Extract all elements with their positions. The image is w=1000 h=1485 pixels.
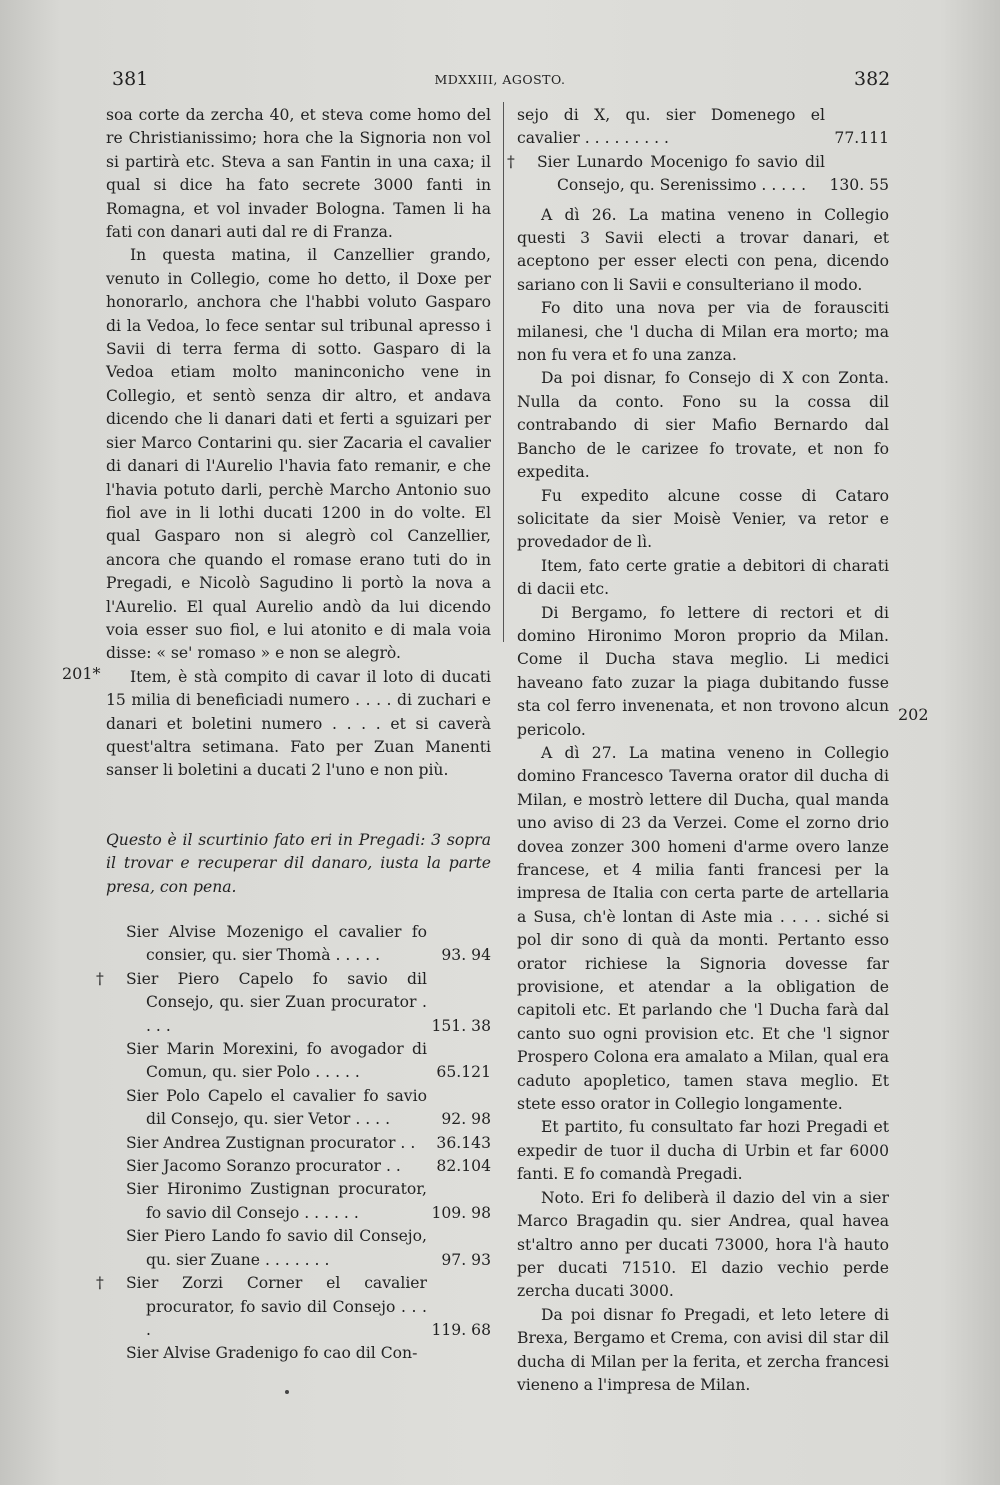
left-column xyxy=(96,104,491,1366)
ballot-list-continued xyxy=(507,104,889,198)
candidate-name: Sier Zorzi Corner el cavalier procurator, fo savio dil Consejo . . . . xyxy=(126,1274,427,1339)
paragraph: Da poi disnar fo Pregadi, et leto letere di Brexa, Bergamo et Crema, con avisi dil star dil ducha di Milan per la ferita, et zercha francesi vieneno a l'impresa de Milan. xyxy=(517,1305,889,1394)
paragraph: Da poi disnar, fo Consejo di X con Zonta. Nulla da conto. Fono su la cossa dil contrabando di sier Mafio Bernardo dal Bancho de le carizee fo trovate, et non fo expedita. xyxy=(517,369,889,482)
ballot-entry xyxy=(106,1132,491,1155)
vote-count: 151. 38 xyxy=(431,1016,491,1035)
page-number-left: 381 xyxy=(112,68,149,90)
elected-cross-mark: † xyxy=(507,152,515,171)
vote-count: 130. 55 xyxy=(829,176,889,195)
candidate-name: Sier Alvise Gradenigo fo cao dil Con- xyxy=(126,1344,418,1363)
ballot-entry xyxy=(106,1225,491,1272)
vote-count: 109. 98 xyxy=(431,1203,491,1222)
paragraph: soa corte da zercha 40, et steva come homo del re Christianissimo; hora che la Signoria non vol si partirà etc. Steva a san Fantin in una caxa; il qual si dice ha fato secrete 3000 fanti in Romagna, et vol invader Bologna. Tamen li ha fati con danari auti dal re di Franza. xyxy=(106,106,491,242)
ballot-entry xyxy=(106,1085,491,1132)
paragraph: Item, fato certe gratie a debitori di charati di dacii etc. xyxy=(517,556,889,599)
candidate-name: Sier Andrea Zustignan procurator . . xyxy=(126,1133,416,1152)
paragraph: A dì 27. La matina veneno in Collegio domino Francesco Taverna orator dil ducha di Milan, e mostrò lettere dil Ducha, qual manda uno aviso di 23 da Verzei. Come el zorno drio dovea zonzer 300 homeni d'arme overo lanze francese, et 4 milia fanti francesi per la impresa de Italia con certa parte de artellaria a Susa, ch'è lontan di Aste mia . . . . siché si pol dir sono di quà da monti. Pertanto esso orator richiese la Signoria dovesse far provisione, et atendar a la obligation de capitoli etc. Et parlando che 'l Ducha farà dal canto suo ogni provision etc. Et che 'l signor Prospero Colona era amalato a Milan, qual era caduto apopletico, tamen stava meglio. Et stete esso orator in Collegio longamente. xyxy=(517,743,889,1114)
vote-count: 93. 94 xyxy=(441,946,491,965)
vote-count: 77.111 xyxy=(834,129,889,148)
paragraph: Fo dito una nova per via de forausciti milanesi, che 'l ducha di Milan era morto; ma non fu vera et fo una zanza. xyxy=(517,299,889,365)
paragraph: A dì 26. La matina veneno in Collegio questi 3 Savii electi a trovar danari, et aceptono per esser electi con pena, dicendo sariano con li Savii e consulteriano il modo. xyxy=(517,205,889,294)
candidate-name: Sier Piero Lando fo savio dil Consejo, qu. sier Zuane . . . . . . . xyxy=(126,1227,427,1269)
paragraph: Item, è stà compito di cavar il loto di ducati 15 milia di beneficiadi numero . . . . di zuchari e danari et boletini numero . . . . et si caverà quest'altra setimana. Fato per Zuan Manenti sanser li boletini a ducati 2 l'uno e non più. xyxy=(106,667,491,780)
margin-number-right: 202 xyxy=(898,705,929,724)
elected-cross-mark: † xyxy=(96,969,104,988)
running-title: MDXXIII, AGOSTO. xyxy=(434,72,566,87)
ballot-entry xyxy=(507,151,889,198)
vote-count: 36.143 xyxy=(436,1133,491,1152)
ballot-entry xyxy=(96,968,491,1038)
right-column xyxy=(507,104,889,1397)
candidate-name: Sier Jacomo Soranzo procurator . . xyxy=(126,1157,401,1176)
candidate-name: Sier Hironimo Zustignan procurator, fo savio dil Consejo . . . . . . xyxy=(126,1180,427,1222)
column-divider xyxy=(503,102,504,642)
paragraph: Fu expedito alcune cosse di Cataro solicitate da sier Moisè Venier, va retor e provedador de lì. xyxy=(517,486,889,552)
ballot-entry xyxy=(106,1342,491,1365)
ballot-entry xyxy=(106,1155,491,1178)
ballot-list xyxy=(96,921,491,1366)
section-heading: Questo è il scurtinio fato eri in Pregadi: 3 sopra il trovar e recuperar dil danaro, iusta la parte presa, con pena. xyxy=(106,830,491,896)
ink-dot xyxy=(285,1390,289,1394)
candidate-name: Sier Marin Morexini, fo avogador di Comun, qu. sier Polo . . . . . xyxy=(126,1040,427,1082)
vote-count: 82.104 xyxy=(436,1157,491,1176)
candidate-name: Sier Alvise Mozenigo el cavalier fo consier, qu. sier Thomà . . . . . xyxy=(126,923,427,965)
vote-count: 119. 68 xyxy=(431,1320,491,1339)
running-header xyxy=(0,68,1000,92)
ballot-entry xyxy=(106,921,491,968)
paragraph: Et partito, fu consultato far hozi Pregadi et expedir de tuor il ducha di Urbin et far 6000 fanti. E fo comandà Pregadi. xyxy=(517,1118,889,1184)
paragraph: In questa matina, il Canzellier grando, venuto in Collegio, come ho detto, il Doxe per honorarlo, anchora che l'habbi voluto Gasparo di la Vedoa, lo fece sentar sul tribunal apresso i Savii di terra ferma di sotto. Gasparo di la Vedoa etiam molto maninconicho vene in Collegio, et sentò senza dir altro, et andava dicendo che li danari dati et ferti a sguizari per sier Marco Contarini qu. sier Zacaria el cavalier di danari di l'Aurelio l'havia fato remanir, e che l'havia potuto darli, perchè Marcho Antonio suo fiol ave in li lothi ducati 1200 in do volte. El qual Gasparo non si alegrò col Canzellier, ancora che quando el romase erano tuti do in Pregadi, e Nicolò Sagudino li portò la nova a l'Aurelio. El qual Aurelio andò da lui dicendo voia esser suo fiol, e lui atonito e di mala voia disse: « se' romaso » e non se alegrò. xyxy=(106,246,491,663)
candidate-name: Sier Polo Capelo el cavalier fo savio dil Consejo, qu. sier Vetor . . . . xyxy=(126,1086,427,1129)
candidate-name: sejo di X, qu. sier Domenego el cavalier . . . . . . . . . xyxy=(517,106,825,148)
candidate-name: Sier Piero Capelo fo savio dil Consejo, qu. sier Zuan procurator . . . . xyxy=(126,969,427,1035)
ballot-entry xyxy=(96,1272,491,1342)
ballot-entry xyxy=(106,1038,491,1085)
ballot-entry xyxy=(517,104,889,151)
ballot-entry xyxy=(106,1178,491,1225)
vote-count: 92. 98 xyxy=(441,1110,491,1129)
paragraph: Di Bergamo, fo lettere di rectori et di domino Hironimo Moron proprio da Milan. Come il Ducha stava meglio. Li medici haveano fato zuzar la piaga dubitando fusse sta col ferro invenenata, et non trovono alcun pericolo. xyxy=(517,603,889,739)
page-number-right: 382 xyxy=(854,68,891,90)
paragraph: Noto. Eri fo deliberà il dazio del vin a sier Marco Bragadin qu. sier Andrea, qual havea st'altro anno per ducati 73000, hora l'à hauto per ducati 71510. El dazio vechio perde zercha ducati 3000. xyxy=(517,1188,889,1301)
candidate-name: Sier Lunardo Mocenigo fo savio dil Consejo, qu. Serenissimo . . . . . xyxy=(537,152,825,195)
vote-count: 97. 93 xyxy=(441,1250,491,1269)
vote-count: 65.121 xyxy=(436,1063,491,1082)
margin-number-left: 201* xyxy=(62,664,101,683)
elected-cross-mark: † xyxy=(96,1274,104,1293)
